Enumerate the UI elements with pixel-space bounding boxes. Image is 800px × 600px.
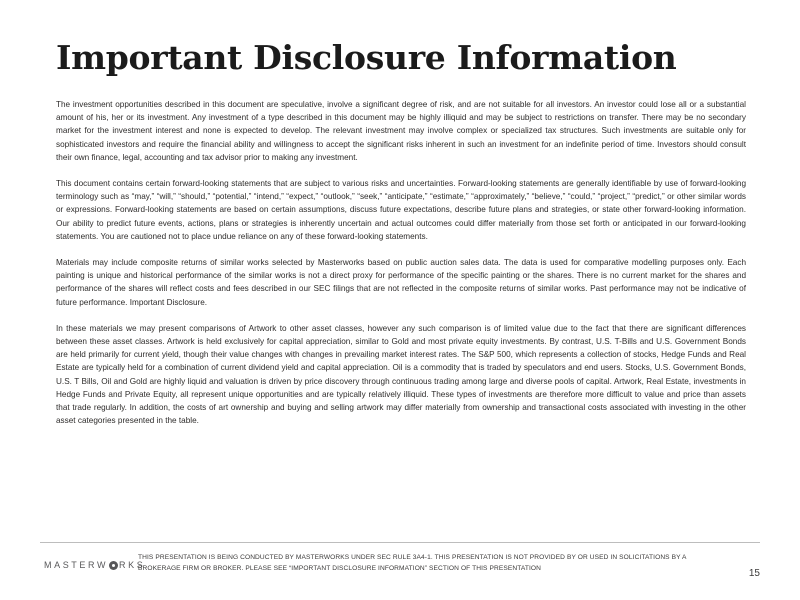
- paragraph-risk: The investment opportunities described in this document are speculative, involve a significant degree of risk, and are not suitable for all investors. An investor could lose all or a substantial amount of his, her or its investment. Any investment of a type described in this document may be highly illiquid and may be subject to restrictions on transfer. There may be no secondary market for the investment interest and none is expected to develop. The relevant investment may involve complex or specialized tax structures. Such investments are suitable only for sophisticated investors and require the financial ability and willingness to accept the significant risks inherent in such an investment for an indefinite period of time. Investors should consult their own finance, legal, accounting and tax advisor prior to making any investment.: [56, 100, 746, 162]
- masterworks-logo: [44, 560, 145, 570]
- slide-footer: [0, 542, 800, 600]
- paragraph-composite-returns: Materials may include composite returns of similar works selected by Masterworks based on public auction sales data. The data is used for comparative modelling purposes only. Each painting is unique and historical performance of the similar works is not a direct proxy for performance of the specific painting or the shares. There is no current market for the shares and performance of the shares will reflect costs and fees described in our SEC filings that are not reflected in the composite returns of similar works. Past performance may not be indicative of future performance. Important Disclosure.: [56, 258, 746, 307]
- logo-text-after: RKS: [119, 560, 146, 570]
- footer-disclaimer: THIS PRESENTATION IS BEING CONDUCTED BY MASTERWORKS UNDER SEC RULE 3A4-1. THIS PRESENTATION IS NOT PROVIDED BY OR USED IN SOLICITATIONS BY A BROKERAGE FIRM OR BROKER. PLEASE SEE “IMPORTANT DISCLOSURE INFORMATION” SECTION OF THIS PRESENTATION: [138, 554, 687, 572]
- disclosure-body: [56, 98, 746, 427]
- paragraph-forward-looking: This document contains certain forward-looking statements that are subject to various risks and uncertainties. Forward-looking statements are generally identifiable by use of forward-looking terminology such as “may,” “will,” “should,” “potential,” “intend,” “expect,” “outlook,” “seek,” “anticipate,” “estimate,” “approximately,” “believe,” “could,” “project,” “predict,” or other similar words or expressions. Forward-looking statements are based on certain assumptions, discuss future expectations, describe future plans and strategies, or state other forward-looking information. Our ability to predict future events, actions, plans or strategies is inherently uncertain and actual outcomes could differ materially from those set forth or anticipated in our forward-looking statements. You are cautioned not to place undue reliance on any of these forward-looking statements.: [56, 179, 746, 241]
- logo-circle-icon: [109, 561, 118, 570]
- footer-divider: [40, 542, 760, 543]
- page-number: 15: [748, 568, 760, 579]
- logo-text-before: MASTERW: [44, 560, 109, 570]
- page-title: Important Disclosure Information: [56, 38, 677, 77]
- paragraph-asset-comparison: In these materials we may present comparisons of Artwork to other asset classes, however any such comparison is of limited value due to the fact that there are significant differences between these asset classes. Artwork is held exclusively for capital appreciation, similar to Gold and most private equity investments. By contrast, U.S. T-Bills and U.S. Government Bonds are held primarily for current yield, though their value changes with changes in prevailing market interest rates. The S&P 500, which represents a collection of stocks, Hedge Funds and Real Estate are typically held for a combination of current dividend yield and capital appreciation. Oil is a commodity that is traded by speculators and end users. Stocks, U.S. Government Bonds, U.S. T Bills, Oil and Gold are highly liquid and valuation is driven by price discovery through continuous trading among large and diverse pools of capital. Artwork, Real Estate, investments in Hedge Funds and Private Equity, all represent unique opportunities and are typically relatively illiquid. These types of investments are therefore more difficult to value and price than assets that trade regularly. In addition, the costs of art ownership and buying and selling artwork may differ materially from ownership and transactional costs associated with investing in the other asset categories presented in the table.: [56, 323, 746, 426]
